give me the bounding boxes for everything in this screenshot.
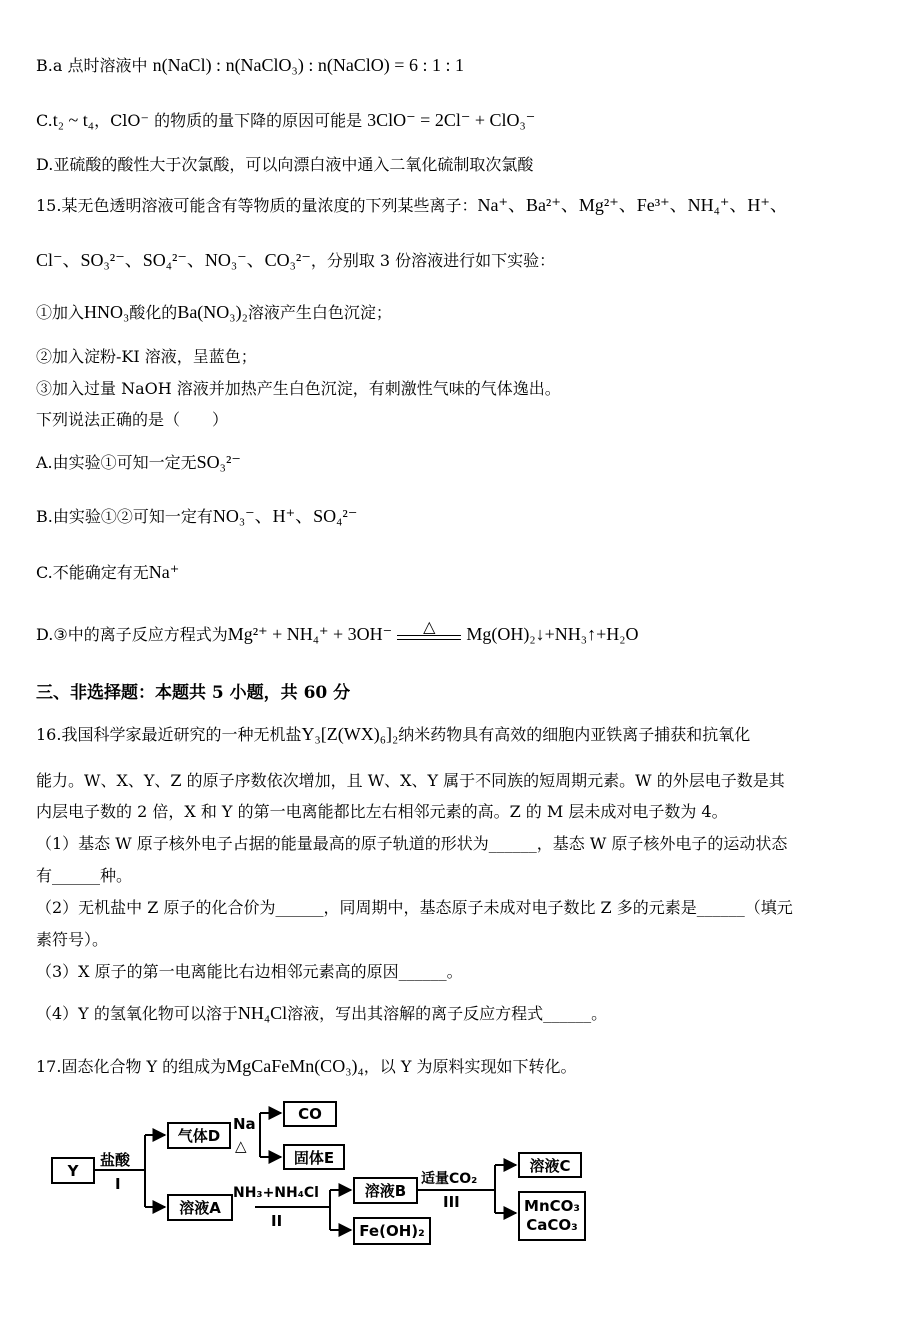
q15-stem2: ，分别取 3 份溶液进行如下实验： [310, 251, 556, 270]
label-reagent3: 适量CO₂ [421, 1171, 478, 1187]
q16-stem1-post: 纳米药物具有高效的细胞内亚铁离子捕获和抗氧化 [398, 725, 751, 744]
q16-part4-post: 溶液，写出其溶解的离子反应方程式______。 [287, 1004, 608, 1023]
box-solA: 溶液A [167, 1194, 233, 1221]
box-precipitate [518, 1191, 586, 1241]
q15-stem-line1 [36, 195, 788, 217]
q16-part4-salt: NH₄Cl [237, 1003, 288, 1023]
q15-option-d-rhs: Mg(OH)₂↓+NH₃↑+H₂O [466, 624, 639, 644]
q15-exp1-post: 溶液产生白色沉淀； [247, 303, 392, 322]
q14-option-b [36, 55, 464, 77]
q15-option-c [36, 562, 179, 584]
box-y: Y [51, 1157, 95, 1184]
q15-option-b-ions: NO₃⁻、H⁺、SO₄²⁻ [212, 506, 358, 526]
q16-stem-line1 [36, 724, 750, 746]
box-solidE: 固体E [283, 1144, 345, 1170]
q16-part2a: （2）无机盐中 Z 原子的化合价为______，同周期中，基态原子未成对电子数比 Z 多的元素是______（填元 [36, 898, 793, 917]
q16-stem1-pre: 16.我国科学家最近研究的一种无机盐 [36, 725, 302, 744]
label-hcl: 盐酸 [100, 1151, 131, 1169]
q14-option-c [36, 110, 535, 132]
q17-stem [36, 1056, 577, 1078]
q16-part1a: （1）基态 W 原子核外电子占据的能量最高的原子轨道的形状为______，基态 W 原子核外电子的运动状态 [36, 834, 788, 853]
q14-option-c-formula: 3ClO⁻ = 2Cl⁻ + ClO₃⁻ [367, 110, 536, 130]
q15-option-c-text: C.不能确定有无 [36, 563, 149, 582]
box-gasD: 气体D [167, 1122, 231, 1149]
label-reagent2: NH₃+NH₄Cl [233, 1185, 319, 1201]
q15-ions1: Na⁺、Ba²⁺、Mg²⁺、Fe³⁺、NH₄⁺、H⁺、 [477, 195, 788, 215]
q15-ions2: Cl⁻、SO₃²⁻、SO₄²⁻、NO₃⁻、CO₃²⁻ [36, 250, 311, 270]
q16-part3: （3）X 原子的第一电离能比右边相邻元素高的原因______。 [36, 962, 463, 981]
q17-formula: MgCaFeMn(CO₃)₄ [226, 1056, 364, 1076]
q14-option-c-text: ，ClO⁻ 的物质的量下降的原因可能是 [94, 111, 363, 130]
q15-exp3: ③加入过量 NaOH 溶液并加热产生白色沉淀，有刺激性气味的气体逸出。 [36, 379, 561, 398]
q14-option-c-range: t₂ ~ t₄ [52, 110, 95, 130]
q16-stem-line2: 能力。W、X、Y、Z 的原子序数依次增加，且 W、X、Y 属于不同族的短周期元素。W 的外层电子数是其 [36, 771, 785, 790]
q14-option-d: D.亚硫酸的酸性大于次氯酸，可以向漂白液中通入二氧化硫制取次氯酸 [36, 155, 534, 174]
heat-triangle-icon: △ [423, 616, 436, 636]
q14-option-c-pre: C. [36, 111, 53, 130]
q15-option-a [36, 452, 241, 474]
label-step1: I [115, 1175, 121, 1193]
q16-part4-pre: （4）Y 的氢氧化物可以溶于 [36, 1004, 238, 1023]
q14-option-b-text: B.a 点时溶液中 [36, 56, 148, 75]
box-feoh: Fe(OH)₂ [353, 1217, 431, 1245]
q15-exp1-reagent: HNO₃ [84, 302, 130, 322]
label-step3: III [443, 1193, 460, 1211]
box-solC: 溶液C [518, 1152, 582, 1178]
q15-option-d-arrow [397, 616, 461, 646]
q14-option-b-formula: n(NaCl) : n(NaClO₃) : n(NaClO) = 6 : 1 : 1 [152, 55, 464, 75]
box-co: CO [283, 1101, 337, 1127]
box-solB: 溶液B [353, 1177, 418, 1204]
q16-formula: Y₃[Z(WX)₆]₂ [301, 724, 399, 744]
q15-option-c-ion: Na⁺ [148, 562, 180, 582]
q16-part4 [36, 1003, 607, 1025]
q15-exp1-salt: Ba(NO₃)₂ [177, 302, 248, 322]
q15-ask: 下列说法正确的是（ ） [36, 410, 229, 429]
label-na: Na [233, 1115, 256, 1133]
q15-option-a-ion: SO₃²⁻ [196, 452, 241, 472]
q16-part1b: 有______种。 [36, 866, 133, 885]
q15-option-b [36, 506, 357, 528]
q16-stem-line3: 内层电子数的 2 倍，X 和 Y 的第一电离能都比左右相邻元素的高。Z 的 M 层未成对电子数为 4。 [36, 802, 728, 821]
q15-exp1-pre: ①加入 [36, 303, 85, 322]
mnco3-label: MnCO₃ [524, 1197, 580, 1216]
label-heat: △ [235, 1137, 247, 1155]
q15-stem-line2 [36, 250, 555, 272]
q15-option-d-lhs: Mg²⁺ + NH₄⁺ + 3OH⁻ [227, 624, 393, 644]
q15-exp1 [36, 302, 392, 324]
q16-part2b: 素符号）。 [36, 930, 109, 949]
q17-stem-pre: 17.固态化合物 Y 的组成为 [36, 1057, 227, 1076]
q17-flowchart [45, 1095, 605, 1270]
q15-exp2: ②加入淀粉-KI 溶液，呈蓝色； [36, 347, 257, 366]
q17-stem-post: ，以 Y 为原料实现如下转化。 [363, 1057, 577, 1076]
q15-option-a-text: A.由实验①可知一定无 [36, 453, 197, 472]
q15-exp1-mid: 酸化的 [129, 303, 178, 322]
label-step2: II [271, 1212, 283, 1230]
caco3-label: CaCO₃ [526, 1216, 578, 1234]
q15-option-b-text: B.由实验①②可知一定有 [36, 507, 213, 526]
q15-stem1: 15.某无色透明溶液可能含有等物质的量浓度的下列某些离子： [36, 196, 478, 215]
q15-option-d-text: D.③中的离子反应方程式为 [36, 625, 228, 644]
q15-option-d [36, 616, 639, 646]
section-3-title: 三、非选择题：本题共 5 小题，共 60 分 [36, 683, 351, 703]
